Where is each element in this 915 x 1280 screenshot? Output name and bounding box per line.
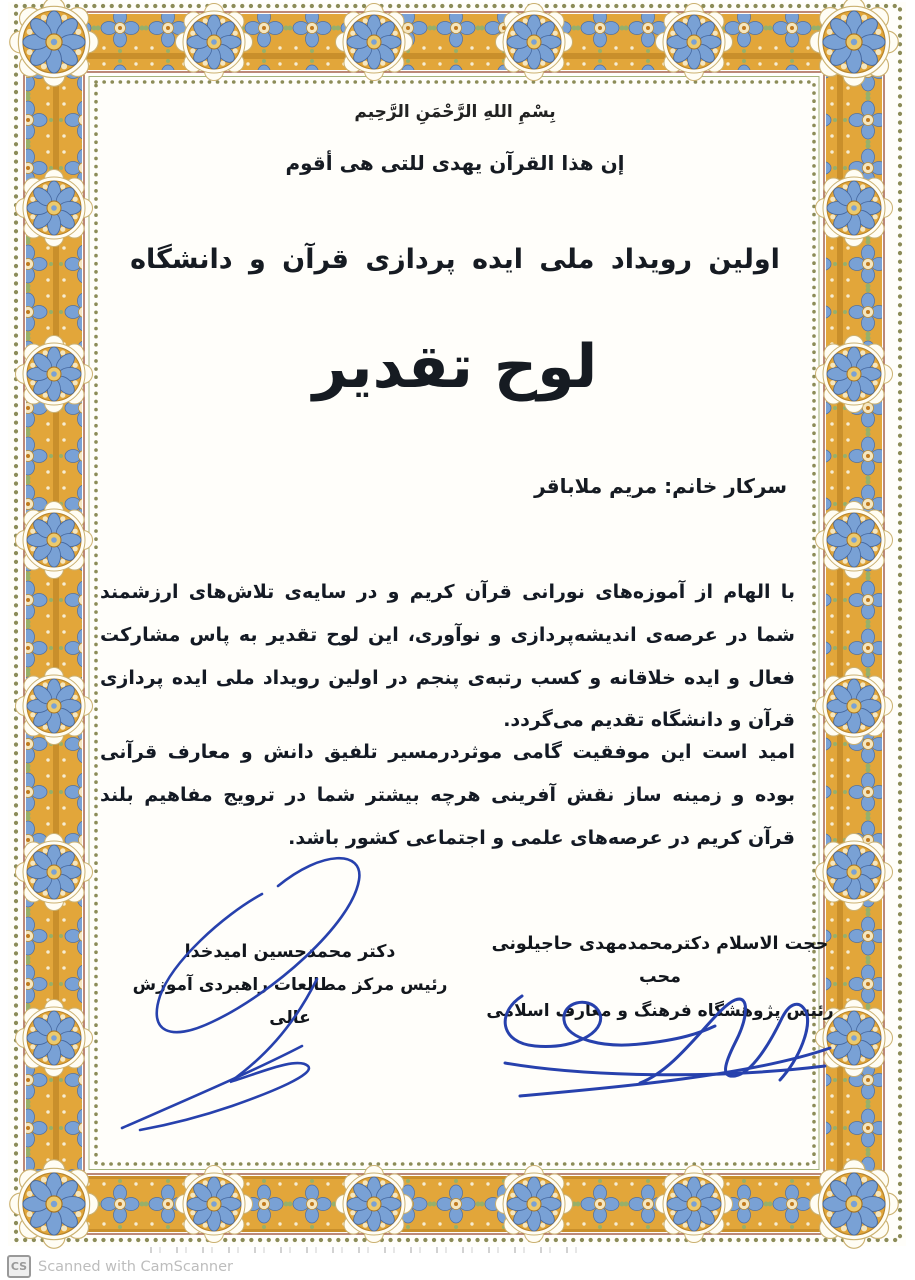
- signatory-right-title: رئیس پژوهشگاه فرهنگ و معارف اسلامی: [486, 1000, 834, 1021]
- scanner-footer: [7, 1255, 233, 1278]
- signatory-right-block: [480, 928, 840, 1027]
- event-title: اولین رویداد ملی ایده پردازی قرآن و دانشگاه: [130, 244, 780, 275]
- signatory-right-name: حجت الاسلام دکترمحمدمهدی حاجیلونی محب: [491, 934, 829, 988]
- certificate-title: لوح تقدیر: [312, 332, 598, 402]
- body-paragraph-2: امید است این موفقیت گامی موثردرمسیر تلفیق دانش و معارف قرآنی بوده و زمینه ساز نقش آفرینی هرچه بیشتر شما در ترویج مفاهیم بلند قرآن کریم در عرصه‌های علمی و اجتماعی کشور باشد.: [100, 741, 795, 849]
- signatory-left-title: رئیس مرکز مطالعات راهبردی آموزش عالی: [132, 975, 448, 1028]
- recipient-line: سرکار خانم: مریم ملاباقر: [534, 474, 787, 498]
- quran-verse: إن هذا القرآن یهدی للتی هی أقوم: [285, 151, 625, 175]
- body-paragraph-1: با الهام از آموزه‌های نورانی قرآن کریم و در سایه‌ی تلاش‌های ارزشمند شما در عرصه‌ی اندیشه‌پردازی و نوآوری، این لوح تقدیر به پاس مشارکت فعال و ایده خلاقانه و کسب رتبه‌ی پنجم در اولین رویداد ملی ایده پردازی قرآن و دانشگاه تقدیم می‌گردد.: [100, 581, 795, 732]
- scan-artifact: [150, 1247, 580, 1253]
- scanner-footer-label: Scanned with CamScanner: [38, 1258, 234, 1275]
- camscanner-badge-icon: CS: [7, 1255, 31, 1278]
- signatory-left-name: دکتر محمدحسین امیدخدا: [184, 942, 396, 962]
- bismillah-line: بِسْمِ اللهِ الرَّحْمَنِ الرَّحِيم: [354, 102, 556, 122]
- signatory-left-block: [120, 936, 460, 1034]
